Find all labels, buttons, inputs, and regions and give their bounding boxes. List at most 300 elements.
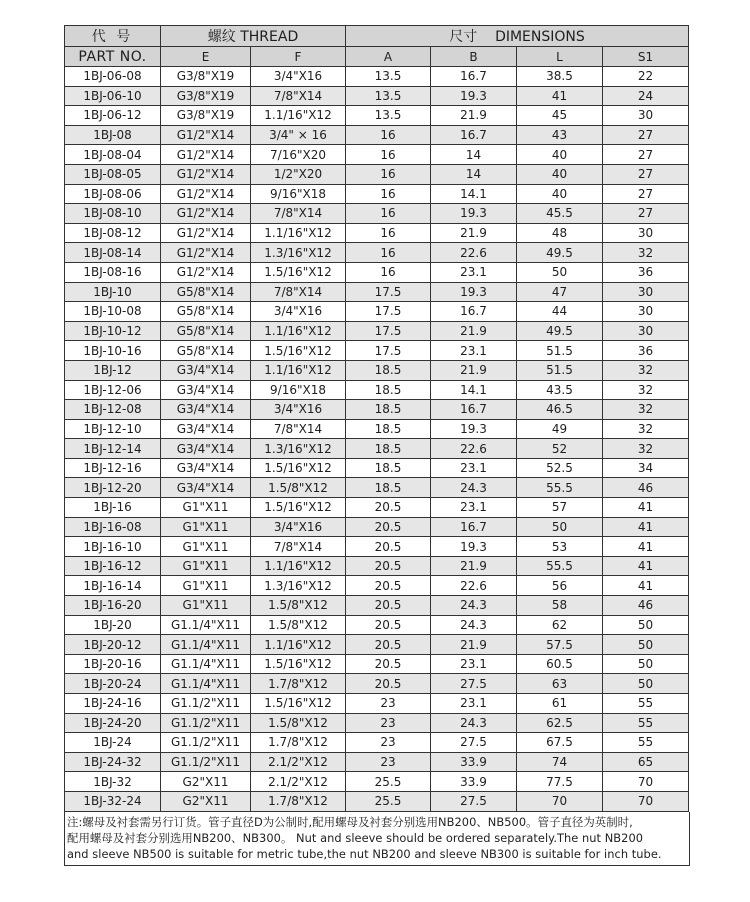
- dim-l-cell: 49: [517, 419, 603, 439]
- dim-a-cell: 20.5: [346, 635, 431, 655]
- part-no-cell: 1BJ-10: [65, 282, 161, 302]
- dim-a-cell: 16: [346, 204, 431, 224]
- thread-f-cell: 3/4"X16: [251, 517, 346, 537]
- part-no-header: PART NO.: [65, 47, 161, 67]
- dim-a-cell: 18.5: [346, 380, 431, 400]
- table-row: [65, 106, 689, 126]
- thread-f-cell: 1.5/16"X12: [251, 458, 346, 478]
- part-no-cell: 1BJ-20-12: [65, 635, 161, 655]
- part-no-cell: 1BJ-20: [65, 615, 161, 635]
- dim-b-cell: 27.5: [431, 674, 517, 694]
- dim-s1-cell: 41: [603, 498, 689, 518]
- dim-b-cell: 16.7: [431, 302, 517, 322]
- thread-e-cell: G1/2"X14: [161, 184, 251, 204]
- dim-b-cell: 24.3: [431, 713, 517, 733]
- dim-b-cell: 33.9: [431, 772, 517, 792]
- thread-e-cell: G3/8"X19: [161, 106, 251, 126]
- dim-b-cell: 22.6: [431, 243, 517, 263]
- part-no-cell: 1BJ-20-16: [65, 654, 161, 674]
- dim-b-cell: 16.7: [431, 67, 517, 87]
- dim-a-cell: 16: [346, 262, 431, 282]
- thread-f-cell: 9/16"X18: [251, 380, 346, 400]
- dim-b-cell: 22.6: [431, 576, 517, 596]
- table-row: [65, 439, 689, 459]
- dim-s1-cell: 32: [603, 400, 689, 420]
- dim-s1-cell: 50: [603, 674, 689, 694]
- dim-l-cell: 70: [517, 791, 603, 811]
- thread-e-cell: G1/2"X14: [161, 223, 251, 243]
- dim-b-cell: 24.3: [431, 615, 517, 635]
- dim-a-cell: 16: [346, 145, 431, 165]
- dim-s1-cell: 36: [603, 341, 689, 361]
- part-no-cell: 1BJ-12-08: [65, 400, 161, 420]
- dim-l-cell: 67.5: [517, 733, 603, 753]
- dim-l-cell: 44: [517, 302, 603, 322]
- part-no-cell: 1BJ-08-04: [65, 145, 161, 165]
- dim-b-cell: 23.1: [431, 262, 517, 282]
- dim-s1-cell: 50: [603, 635, 689, 655]
- dim-b-cell: 23.1: [431, 654, 517, 674]
- col-e-header: E: [161, 47, 251, 67]
- footnote: [64, 812, 690, 866]
- part-no-cell: 1BJ-16-08: [65, 517, 161, 537]
- dimensions-header-en: DIMENSIONS: [495, 29, 585, 45]
- dim-s1-cell: 30: [603, 302, 689, 322]
- dim-s1-cell: 50: [603, 654, 689, 674]
- part-no-cell: 1BJ-10-12: [65, 321, 161, 341]
- part-no-cell: 1BJ-16-20: [65, 596, 161, 616]
- thread-f-cell: 1.7/8"X12: [251, 674, 346, 694]
- dim-s1-cell: 32: [603, 419, 689, 439]
- dim-l-cell: 55.5: [517, 478, 603, 498]
- thread-e-cell: G1.1/2"X11: [161, 752, 251, 772]
- dim-a-cell: 20.5: [346, 517, 431, 537]
- part-no-cell: 1BJ-12: [65, 360, 161, 380]
- dim-l-cell: 40: [517, 145, 603, 165]
- table-row: [65, 223, 689, 243]
- thread-f-cell: 1/2"X20: [251, 164, 346, 184]
- dim-l-cell: 47: [517, 282, 603, 302]
- table-row: [65, 282, 689, 302]
- thread-e-cell: G1.1/4"X11: [161, 635, 251, 655]
- thread-f-cell: 1.3/16"X12: [251, 243, 346, 263]
- table-body: [65, 67, 689, 812]
- table-row: [65, 517, 689, 537]
- thread-e-cell: G3/4"X14: [161, 478, 251, 498]
- dim-l-cell: 52: [517, 439, 603, 459]
- dim-s1-cell: 27: [603, 145, 689, 165]
- part-no-cell: 1BJ-10-16: [65, 341, 161, 361]
- table-row: [65, 419, 689, 439]
- dimensions-table: [64, 25, 689, 812]
- dim-s1-cell: 50: [603, 615, 689, 635]
- table-row: [65, 478, 689, 498]
- dim-l-cell: 61: [517, 694, 603, 714]
- dim-b-cell: 19.3: [431, 419, 517, 439]
- thread-e-cell: G2"X11: [161, 791, 251, 811]
- thread-f-cell: 1.1/16"X12: [251, 106, 346, 126]
- dim-l-cell: 40: [517, 184, 603, 204]
- dim-b-cell: 21.9: [431, 556, 517, 576]
- dim-b-cell: 19.3: [431, 537, 517, 557]
- dim-l-cell: 74: [517, 752, 603, 772]
- thread-e-cell: G1.1/2"X11: [161, 713, 251, 733]
- dim-b-cell: 24.3: [431, 596, 517, 616]
- thread-e-cell: G3/4"X14: [161, 360, 251, 380]
- dim-b-cell: 19.3: [431, 282, 517, 302]
- dim-l-cell: 49.5: [517, 243, 603, 263]
- thread-e-cell: G1/2"X14: [161, 262, 251, 282]
- dim-a-cell: 20.5: [346, 596, 431, 616]
- table-row: [65, 125, 689, 145]
- thread-e-cell: G1"X11: [161, 596, 251, 616]
- dim-a-cell: 17.5: [346, 282, 431, 302]
- thread-f-cell: 1.1/16"X12: [251, 635, 346, 655]
- part-no-cell: 1BJ-08-12: [65, 223, 161, 243]
- dim-l-cell: 40: [517, 164, 603, 184]
- dim-l-cell: 38.5: [517, 67, 603, 87]
- dim-s1-cell: 55: [603, 694, 689, 714]
- table-row: [65, 674, 689, 694]
- dim-s1-cell: 70: [603, 791, 689, 811]
- part-no-cell: 1BJ-08-10: [65, 204, 161, 224]
- dim-l-cell: 43.5: [517, 380, 603, 400]
- part-no-cell: 1BJ-24-32: [65, 752, 161, 772]
- dim-s1-cell: 41: [603, 537, 689, 557]
- part-no-cell: 1BJ-08-05: [65, 164, 161, 184]
- dim-a-cell: 20.5: [346, 556, 431, 576]
- table-row: [65, 694, 689, 714]
- footnote-line-1: 注:螺母及衬套需另行订货。管子直径D为公制时,配用螺母及衬套分别选用NB200、NB500。管子直径为英制时,: [67, 814, 633, 829]
- dim-s1-cell: 46: [603, 596, 689, 616]
- dim-b-cell: 21.9: [431, 321, 517, 341]
- thread-f-cell: 1.1/16"X12: [251, 321, 346, 341]
- thread-f-cell: 3/4"X16: [251, 302, 346, 322]
- thread-e-cell: G1.1/4"X11: [161, 654, 251, 674]
- dim-a-cell: 20.5: [346, 654, 431, 674]
- dim-s1-cell: 41: [603, 576, 689, 596]
- dim-s1-cell: 24: [603, 86, 689, 106]
- part-no-cell: 1BJ-20-24: [65, 674, 161, 694]
- dim-a-cell: 17.5: [346, 341, 431, 361]
- dim-b-cell: 19.3: [431, 86, 517, 106]
- table-row: [65, 498, 689, 518]
- dim-a-cell: 20.5: [346, 576, 431, 596]
- table-row: [65, 341, 689, 361]
- dim-b-cell: 33.9: [431, 752, 517, 772]
- dim-s1-cell: 34: [603, 458, 689, 478]
- dim-a-cell: 23: [346, 713, 431, 733]
- dim-a-cell: 18.5: [346, 439, 431, 459]
- thread-e-cell: G5/8"X14: [161, 302, 251, 322]
- dim-b-cell: 23.1: [431, 694, 517, 714]
- dim-l-cell: 57.5: [517, 635, 603, 655]
- dim-l-cell: 60.5: [517, 654, 603, 674]
- footnote-line-2: 配用螺母及衬套分别选用NB200、NB300。 Nut and sleeve should be ordered separately.The nut NB200: [67, 830, 644, 845]
- dim-s1-cell: 32: [603, 380, 689, 400]
- dim-b-cell: 22.6: [431, 439, 517, 459]
- table-row: [65, 321, 689, 341]
- dim-l-cell: 45.5: [517, 204, 603, 224]
- col-b-header: B: [431, 47, 517, 67]
- part-no-cell: 1BJ-32: [65, 772, 161, 792]
- dim-s1-cell: 36: [603, 262, 689, 282]
- thread-f-cell: 2.1/2"X12: [251, 772, 346, 792]
- thread-f-cell: 1.5/8"X12: [251, 615, 346, 635]
- dim-l-cell: 57: [517, 498, 603, 518]
- part-no-cell: 1BJ-08: [65, 125, 161, 145]
- thread-f-cell: 1.5/16"X12: [251, 498, 346, 518]
- dim-a-cell: 18.5: [346, 419, 431, 439]
- table-row: [65, 184, 689, 204]
- thread-e-cell: G3/8"X19: [161, 67, 251, 87]
- dim-b-cell: 23.1: [431, 498, 517, 518]
- dim-l-cell: 41: [517, 86, 603, 106]
- part-no-cell: 1BJ-06-08: [65, 67, 161, 87]
- table-row: [65, 596, 689, 616]
- thread-f-cell: 1.5/16"X12: [251, 341, 346, 361]
- dim-a-cell: 13.5: [346, 106, 431, 126]
- thread-e-cell: G5/8"X14: [161, 341, 251, 361]
- dim-b-cell: 21.9: [431, 106, 517, 126]
- part-no-cell: 1BJ-32-24: [65, 791, 161, 811]
- table-row: [65, 772, 689, 792]
- dim-a-cell: 16: [346, 184, 431, 204]
- dim-s1-cell: 41: [603, 517, 689, 537]
- dim-b-cell: 21.9: [431, 223, 517, 243]
- dim-l-cell: 50: [517, 262, 603, 282]
- dim-s1-cell: 27: [603, 184, 689, 204]
- thread-f-cell: 9/16"X18: [251, 184, 346, 204]
- thread-f-cell: 3/4"X16: [251, 400, 346, 420]
- thread-header: [161, 26, 346, 47]
- dim-l-cell: 53: [517, 537, 603, 557]
- table-row: [65, 243, 689, 263]
- thread-header-cn: 螺纹: [207, 29, 236, 45]
- thread-f-cell: 7/8"X14: [251, 86, 346, 106]
- table-row: [65, 360, 689, 380]
- dim-s1-cell: 30: [603, 282, 689, 302]
- part-no-cell: 1BJ-16-14: [65, 576, 161, 596]
- col-l-header: L: [517, 47, 603, 67]
- thread-f-cell: 1.1/16"X12: [251, 556, 346, 576]
- table-row: [65, 576, 689, 596]
- dim-s1-cell: 55: [603, 733, 689, 753]
- dim-l-cell: 62.5: [517, 713, 603, 733]
- dim-a-cell: 16: [346, 125, 431, 145]
- col-s1-header: S1: [603, 47, 689, 67]
- dim-s1-cell: 32: [603, 360, 689, 380]
- thread-f-cell: 3/4" × 16: [251, 125, 346, 145]
- dim-b-cell: 27.5: [431, 733, 517, 753]
- part-no-cell: 1BJ-08-06: [65, 184, 161, 204]
- dim-a-cell: 18.5: [346, 360, 431, 380]
- dim-l-cell: 51.5: [517, 360, 603, 380]
- dim-b-cell: 23.1: [431, 341, 517, 361]
- thread-f-cell: 1.5/16"X12: [251, 654, 346, 674]
- thread-e-cell: G3/4"X14: [161, 380, 251, 400]
- thread-e-cell: G1"X11: [161, 537, 251, 557]
- dim-b-cell: 14.1: [431, 184, 517, 204]
- dim-s1-cell: 30: [603, 321, 689, 341]
- dim-l-cell: 62: [517, 615, 603, 635]
- dim-a-cell: 17.5: [346, 321, 431, 341]
- thread-e-cell: G1"X11: [161, 498, 251, 518]
- thread-f-cell: 1.3/16"X12: [251, 576, 346, 596]
- thread-f-cell: 7/8"X14: [251, 419, 346, 439]
- dim-b-cell: 14.1: [431, 380, 517, 400]
- dim-a-cell: 16: [346, 223, 431, 243]
- thread-e-cell: G1.1/4"X11: [161, 674, 251, 694]
- table-row: [65, 615, 689, 635]
- dim-s1-cell: 55: [603, 713, 689, 733]
- thread-e-cell: G2"X11: [161, 772, 251, 792]
- header-row-sub: [65, 47, 689, 67]
- dim-l-cell: 58: [517, 596, 603, 616]
- dim-b-cell: 21.9: [431, 635, 517, 655]
- thread-e-cell: G1/2"X14: [161, 145, 251, 165]
- thread-e-cell: G5/8"X14: [161, 321, 251, 341]
- part-no-cell: 1BJ-12-14: [65, 439, 161, 459]
- spec-sheet: [64, 25, 688, 866]
- dim-l-cell: 43: [517, 125, 603, 145]
- dim-s1-cell: 65: [603, 752, 689, 772]
- dim-b-cell: 14: [431, 145, 517, 165]
- thread-e-cell: G1.1/4"X11: [161, 615, 251, 635]
- thread-f-cell: 1.5/8"X12: [251, 596, 346, 616]
- dim-b-cell: 24.3: [431, 478, 517, 498]
- dim-a-cell: 18.5: [346, 400, 431, 420]
- thread-f-cell: 1.7/8"X12: [251, 791, 346, 811]
- table-row: [65, 556, 689, 576]
- dim-a-cell: 23: [346, 733, 431, 753]
- table-row: [65, 302, 689, 322]
- dim-s1-cell: 27: [603, 125, 689, 145]
- dim-a-cell: 20.5: [346, 615, 431, 635]
- dim-a-cell: 20.5: [346, 498, 431, 518]
- dim-s1-cell: 30: [603, 223, 689, 243]
- table-row: [65, 537, 689, 557]
- thread-header-en: THREAD: [240, 29, 299, 45]
- dim-s1-cell: 32: [603, 439, 689, 459]
- dim-l-cell: 63: [517, 674, 603, 694]
- dim-b-cell: 14: [431, 164, 517, 184]
- dim-l-cell: 45: [517, 106, 603, 126]
- dim-a-cell: 25.5: [346, 772, 431, 792]
- dim-l-cell: 77.5: [517, 772, 603, 792]
- dim-s1-cell: 22: [603, 67, 689, 87]
- col-f-header: F: [251, 47, 346, 67]
- thread-f-cell: 1.5/16"X12: [251, 694, 346, 714]
- dim-s1-cell: 30: [603, 106, 689, 126]
- dim-b-cell: 21.9: [431, 360, 517, 380]
- col-a-header: A: [346, 47, 431, 67]
- thread-e-cell: G1/2"X14: [161, 204, 251, 224]
- dim-b-cell: 23.1: [431, 458, 517, 478]
- dim-s1-cell: 32: [603, 243, 689, 263]
- part-no-cell: 1BJ-24-16: [65, 694, 161, 714]
- part-no-cell: 1BJ-08-14: [65, 243, 161, 263]
- thread-f-cell: 1.1/16"X12: [251, 360, 346, 380]
- dim-l-cell: 46.5: [517, 400, 603, 420]
- table-row: [65, 86, 689, 106]
- header-row-top: [65, 26, 689, 47]
- dim-s1-cell: 27: [603, 204, 689, 224]
- dim-l-cell: 49.5: [517, 321, 603, 341]
- dim-l-cell: 55.5: [517, 556, 603, 576]
- table-row: [65, 204, 689, 224]
- dim-a-cell: 18.5: [346, 478, 431, 498]
- table-row: [65, 458, 689, 478]
- dim-a-cell: 23: [346, 694, 431, 714]
- dim-a-cell: 25.5: [346, 791, 431, 811]
- thread-e-cell: G1.1/2"X11: [161, 694, 251, 714]
- thread-e-cell: G1"X11: [161, 517, 251, 537]
- dim-l-cell: 50: [517, 517, 603, 537]
- part-no-cell: 1BJ-06-12: [65, 106, 161, 126]
- thread-e-cell: G1/2"X14: [161, 243, 251, 263]
- code-header: 代 号: [65, 26, 161, 47]
- part-no-cell: 1BJ-08-16: [65, 262, 161, 282]
- table-row: [65, 733, 689, 753]
- dim-a-cell: 13.5: [346, 86, 431, 106]
- dim-l-cell: 48: [517, 223, 603, 243]
- dim-b-cell: 16.7: [431, 517, 517, 537]
- thread-f-cell: 7/8"X14: [251, 537, 346, 557]
- footnote-line-3: and sleeve NB500 is suitable for metric tube,the nut NB200 and sleeve NB300 is suitable for inch tube.: [67, 846, 662, 861]
- table-row: [65, 400, 689, 420]
- dimensions-header-cn: 尺寸: [449, 29, 478, 45]
- thread-f-cell: 7/8"X14: [251, 282, 346, 302]
- part-no-cell: 1BJ-24-20: [65, 713, 161, 733]
- table-row: [65, 164, 689, 184]
- table-row: [65, 67, 689, 87]
- thread-f-cell: 1.5/16"X12: [251, 262, 346, 282]
- table-row: [65, 145, 689, 165]
- dim-b-cell: 16.7: [431, 400, 517, 420]
- thread-f-cell: 2.1/2"X12: [251, 752, 346, 772]
- thread-e-cell: G1"X11: [161, 576, 251, 596]
- part-no-cell: 1BJ-16-10: [65, 537, 161, 557]
- dim-b-cell: 19.3: [431, 204, 517, 224]
- thread-f-cell: 1.5/8"X12: [251, 713, 346, 733]
- thread-e-cell: G1/2"X14: [161, 164, 251, 184]
- part-no-cell: 1BJ-10-08: [65, 302, 161, 322]
- part-no-cell: 1BJ-06-10: [65, 86, 161, 106]
- table-row: [65, 380, 689, 400]
- thread-e-cell: G1/2"X14: [161, 125, 251, 145]
- thread-e-cell: G3/4"X14: [161, 400, 251, 420]
- table-row: [65, 791, 689, 811]
- dim-a-cell: 18.5: [346, 458, 431, 478]
- part-no-cell: 1BJ-24: [65, 733, 161, 753]
- table-row: [65, 752, 689, 772]
- part-no-cell: 1BJ-12-10: [65, 419, 161, 439]
- part-no-cell: 1BJ-12-20: [65, 478, 161, 498]
- dim-l-cell: 56: [517, 576, 603, 596]
- thread-f-cell: 3/4"X16: [251, 67, 346, 87]
- dim-a-cell: 20.5: [346, 537, 431, 557]
- thread-f-cell: 1.7/8"X12: [251, 733, 346, 753]
- dim-b-cell: 27.5: [431, 791, 517, 811]
- dim-l-cell: 51.5: [517, 341, 603, 361]
- thread-f-cell: 1.1/16"X12: [251, 223, 346, 243]
- dim-a-cell: 23: [346, 752, 431, 772]
- thread-e-cell: G3/4"X14: [161, 458, 251, 478]
- table-row: [65, 262, 689, 282]
- dim-l-cell: 52.5: [517, 458, 603, 478]
- part-no-cell: 1BJ-16: [65, 498, 161, 518]
